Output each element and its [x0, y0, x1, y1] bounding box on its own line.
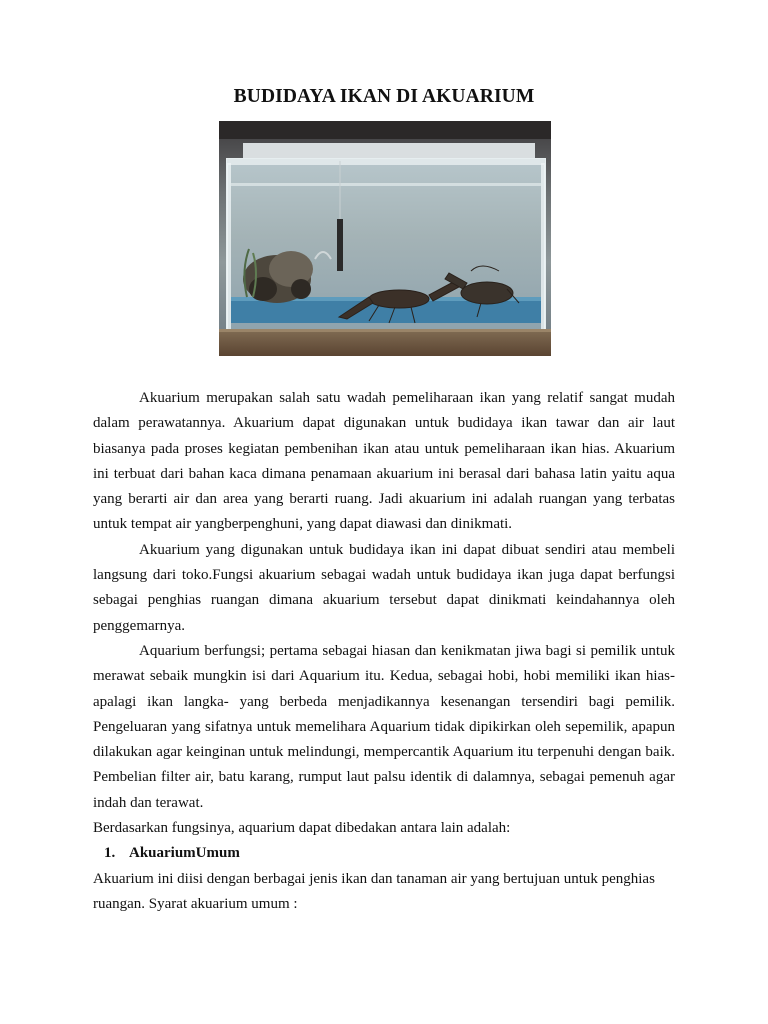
intro-line: Berdasarkan fungsinya, aquarium dapat dibedakan antara lain adalah: [93, 820, 511, 837]
paragraph-1: Akuarium merupakan salah satu wadah pemeliharaan ikan yang relatif sangat mudah dalam perawatannya. Akuarium dapat digunakan untuk budidaya ikan tawar dan air laut biasanya pada proses kegiatan pembenihan ikan atau untuk pemeliharaan ikan hias. Akuarium ini terbuat dari bahan kaca dimana penamaan akuarium ini berasal dari bahasa latin yaitu aqua yang berarti air dan area yang berarti ruang. Jadi akuarium ini adalah ruangan yang terbatas untuk tempat air yangberpenghuni, yang dapat diawasi dan dinikmati. [93, 390, 675, 533]
closing-paragraph: Akuarium ini diisi dengan berbagai jenis ikan dan tanaman air yang bertujuan untuk penghias ruangan. Syarat akuarium umum : [93, 870, 655, 912]
aquarium-illustration [219, 121, 551, 356]
list-item-heading [93, 841, 675, 866]
document-body [93, 386, 675, 917]
document-title: BUDIDAYA IKAN DI AKUARIUM [233, 86, 535, 107]
paragraph-2: Akuarium yang digunakan untuk budidaya ikan ini dapat dibuat sendiri atau membeli langsung dari toko.Fungsi akuarium sebagai wadah untuk budidaya ikan juga dapat berfungsi sebagai penghias ruangan dimana akuarium tersebut dapat dinikmati keindahannya oleh penggemarnya. [93, 541, 675, 634]
aquarium-photo [219, 121, 551, 356]
list-item-label: AkuariumUmum [129, 845, 240, 862]
list-item-number: 1. [104, 845, 116, 862]
paragraph-3: Aquarium berfungsi; pertama sebagai hiasan dan kenikmatan jiwa bagi si pemilik untuk merawat sebaik mungkin isi dari Aquarium itu. Kedua, sebagai hobi, hobi memiliki ikan hias-apalagi ikan langka- yang berbeda menjadikannya kesenangan tersendiri bagi pemilik. Pengeluaran yang sifatnya untuk memelihara Aquarium tidak dipikirkan oleh sepemilik, apapun dilakukan agar keinginan untuk melindungi, mempercantik Aquarium itu terpenuhi dengan baik. Pembelian filter air, batu karang, rumput laut palsu identik di dalamnya, sebagai pemenuh agar indah dan terawat. [93, 642, 675, 811]
